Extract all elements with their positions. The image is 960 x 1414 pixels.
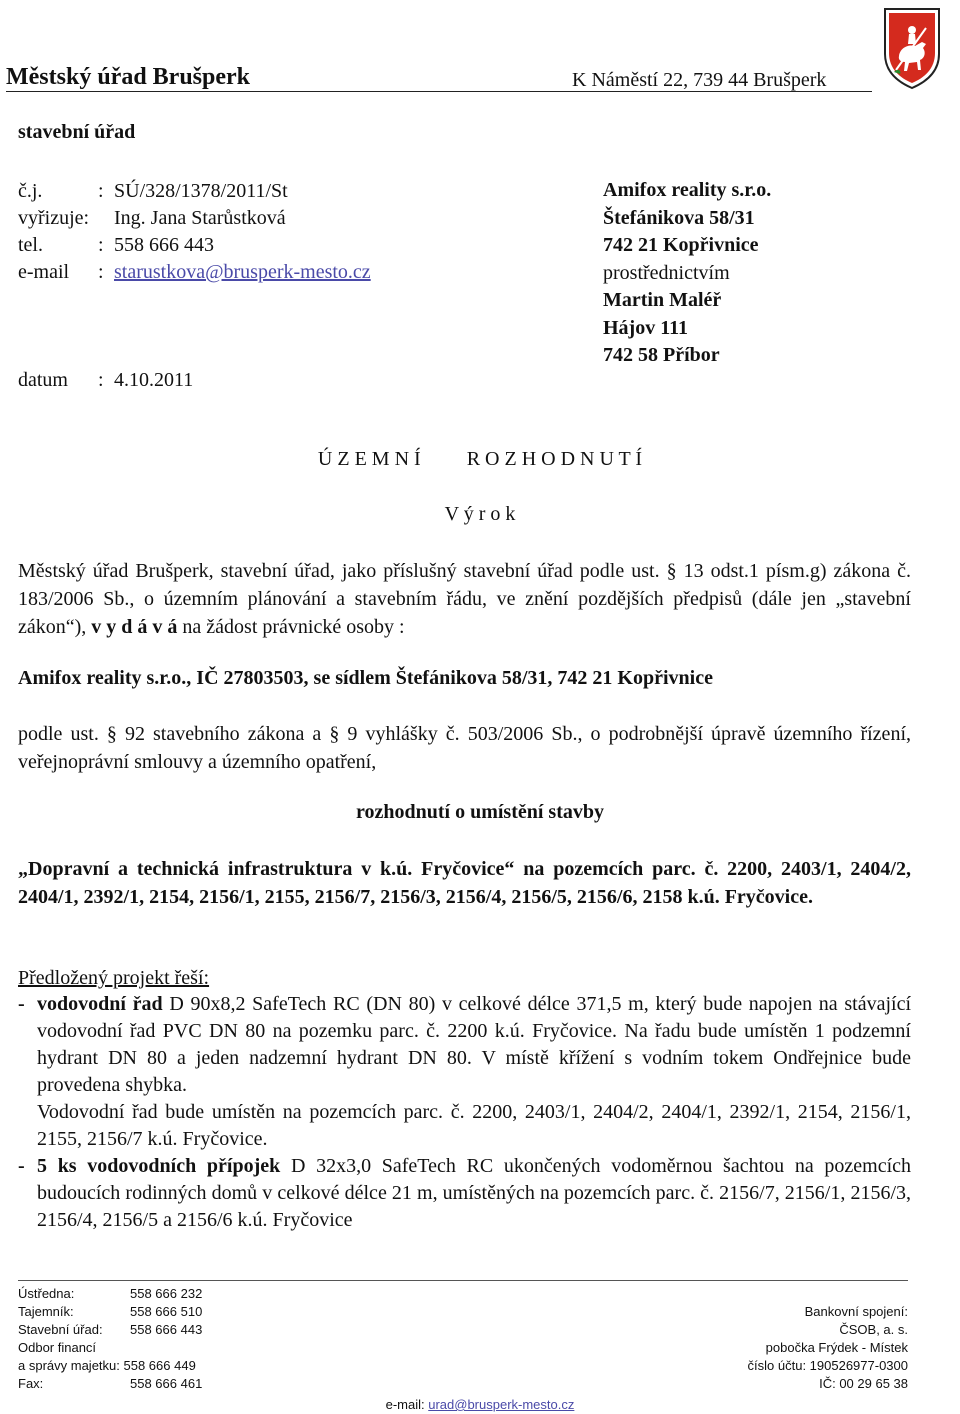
- recipient-street: Štefánikova 58/31: [603, 206, 755, 229]
- bank-account: číslo účtu: 190526977-0300: [747, 1358, 908, 1373]
- meta-colon: :: [98, 180, 104, 202]
- email-link[interactable]: starustkova@brusperk-mesto.cz: [114, 261, 371, 283]
- recipient-via: prostřednictvím: [603, 261, 730, 284]
- recipient-agent-street: Hájov 111: [603, 316, 689, 339]
- footer-label: Odbor financí: [18, 1340, 97, 1355]
- footer-value: 558 666 449: [123, 1358, 196, 1373]
- meta-tel-label: tel.: [18, 234, 43, 256]
- project-title: „Dopravní a technická infrastruktura v k.ú. Fryčovice“ na pozemcích parc. č. 2200, 2403/1, 2404/2, 2404/1, 2392/1, 2154, 2156/1, 2155, 2156/7, 2156/3, 2156/4, 2156/5, 2156/6, 2158 k.ú. Fryčovice.: [18, 858, 911, 908]
- decision-title-word2: R O Z H O D N U T Í: [466, 448, 643, 470]
- footer-email: [0, 1396, 960, 1414]
- office-address: K Náměstí 22, 739 44 Brušperk: [572, 69, 827, 91]
- footer-email-label: e-mail:: [385, 1397, 429, 1412]
- meta-datum: [18, 366, 438, 394]
- footer-divider: [18, 1280, 908, 1281]
- department-name: stavební úřad: [18, 121, 136, 143]
- verdict-heading: V ý r o k: [444, 503, 516, 525]
- bank-ico: IČ: 00 29 65 38: [819, 1376, 908, 1391]
- recipient-city: 742 21 Kopřivnice: [603, 234, 759, 256]
- recipient-address: [603, 177, 771, 370]
- footer-label: Fax:: [18, 1376, 44, 1391]
- recipient-agent: Martin Maléř: [603, 289, 722, 311]
- footer-label: Tajemník:: [18, 1304, 74, 1319]
- legal-basis-paragraph: podle ust. § 92 stavebního zákona a § 9 vyhlášky č. 503/2006 Sb., o podrobnější úpravě územního řízení, veřejnoprávní smlouvy a územního opatření,: [18, 723, 911, 773]
- meta-email-label: e-mail: [18, 261, 70, 283]
- meta-datum-value: 4.10.2011: [114, 369, 194, 391]
- issues-text: v y d á v á: [91, 616, 178, 638]
- footer-value: 558 666 232: [130, 1286, 203, 1301]
- footer-value: 558 666 510: [130, 1304, 203, 1319]
- office-name: Městský úřad Brušperk: [6, 64, 251, 90]
- footer-contacts: [18, 1285, 202, 1393]
- intro-paragraph: [18, 557, 911, 641]
- decision-title-word1: Ú Z E M N Í: [317, 448, 421, 470]
- meta-datum-label: datum: [18, 369, 68, 391]
- applicant-line: Amifox reality s.r.o., IČ 27803503, se sídlem Štefánikova 58/31, 742 21 Kopřivnice: [18, 667, 713, 689]
- meta-vyrizuje-value: Ing. Jana Starůstková: [114, 207, 286, 229]
- header-divider: [6, 91, 872, 92]
- footer-value: 558 666 461: [130, 1376, 203, 1391]
- meta-cj-value: SÚ/328/1378/2011/St: [114, 180, 288, 202]
- list-dash: -: [18, 993, 25, 1015]
- footer-email-link[interactable]: urad@brusperk-mesto.cz: [428, 1397, 575, 1412]
- meta-colon: :: [98, 234, 104, 256]
- item1-text: D 90x8,2 SafeTech RC (DN 80) v celkové délce 371,5 m, který bude napojen na stávající vodovodní řad PVC DN 80 na pozemku parc. č. 2200 k.ú. Fryčovice. Na řadu bude umístěn 1 podzemní hydrant DN 80 a jeden nadzemní hydrant DN 80. V místě křížení s vodním tokem Ondřejnice bude provedena shybka.: [37, 993, 912, 1096]
- footer-label: a správy majetku:: [18, 1358, 120, 1373]
- meta-vyrizuje: [18, 204, 438, 232]
- meta-cj: [18, 177, 438, 205]
- item1-title: vodovodní řad: [37, 993, 163, 1015]
- meta-tel: [18, 231, 438, 259]
- bank-branch: pobočka Frýdek - Místek: [765, 1340, 908, 1355]
- item1-text2: Vodovodní řad bude umístěn na pozemcích parc. č. 2200, 2403/1, 2404/2, 2404/1, 2392/1, 2154, 2156/1, 2155, 2156/7 k.ú. Fryčovice.: [37, 1101, 911, 1150]
- footer-bank: [748, 1303, 908, 1393]
- meta-email: [18, 258, 438, 286]
- footer-label: Ústředna:: [18, 1286, 75, 1301]
- meta-vyrizuje-label: vyřizuje:: [18, 207, 90, 229]
- recipient-agent-city: 742 58 Příbor: [603, 344, 720, 366]
- footer-value: 558 666 443: [130, 1322, 203, 1337]
- list-item: [18, 1153, 911, 1234]
- footer-label: Stavební úřad:: [18, 1322, 103, 1337]
- decision-type: rozhodnutí o umístění stavby: [355, 801, 604, 823]
- project-solves-heading: Předložený projekt řeší:: [18, 967, 210, 989]
- list-dash: -: [18, 1155, 25, 1177]
- meta-colon: :: [98, 369, 104, 391]
- meta-colon: :: [98, 261, 104, 283]
- intro-text: Městský úřad Brušperk, stavební úřad, jako příslušný stavební úřad podle ust. § 13 odst.1 písm.g) zákona č. 183/2006 Sb., o územním plánování a stavebním řádu, ve znění pozdějších předpisů (dále jen „stavební zákon“),: [18, 560, 911, 638]
- item2-title: 5 ks vodovodních přípojek: [37, 1155, 281, 1177]
- bank-heading: Bankovní spojení:: [804, 1304, 908, 1319]
- meta-cj-label: č.j.: [18, 180, 43, 202]
- project-items: [18, 991, 911, 1234]
- meta-tel-value: 558 666 443: [114, 234, 214, 256]
- item2-text: D 32x3,0 SafeTech RC ukončených vodoměrnou šachtou na pozemcích budoucích rodinných domů v celkové délce 21 m, umístěných na pozemcích parc. č. 2156/7, 2156/1, 2156/3, 2156/4, 2156/5 a 2156/6 k.ú. Fryčovice: [37, 1155, 911, 1231]
- decision-title: [0, 448, 960, 471]
- recipient-company: Amifox reality s.r.o.: [603, 179, 772, 201]
- coat-of-arms-icon: [882, 6, 942, 90]
- list-item: [18, 991, 911, 1153]
- bank-name: ČSOB, a. s.: [839, 1322, 908, 1337]
- intro-text-end: na žádost právnické osoby :: [177, 616, 405, 638]
